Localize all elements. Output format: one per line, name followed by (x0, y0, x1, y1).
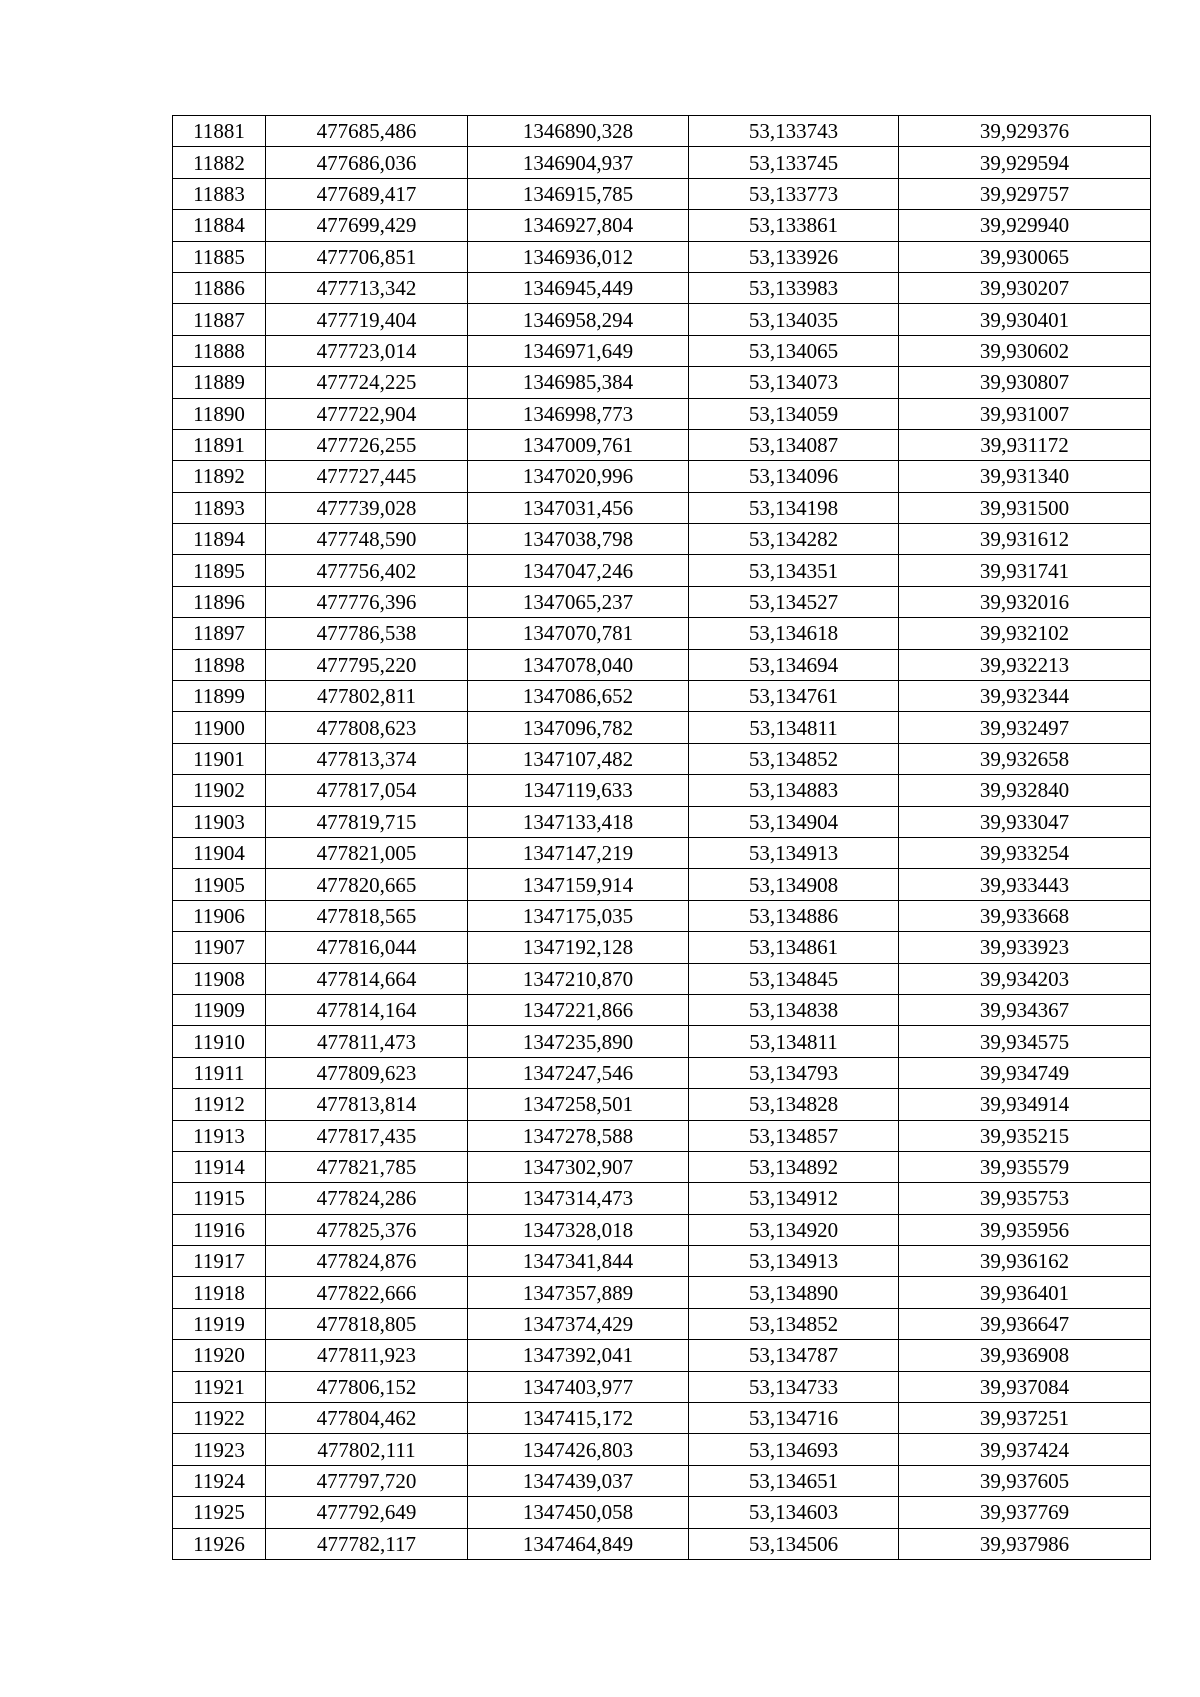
longitude-cell: 39,932102 (899, 618, 1151, 649)
longitude-cell: 39,929940 (899, 210, 1151, 241)
x-coordinate-cell: 477795,220 (266, 649, 468, 680)
longitude-cell: 39,932016 (899, 586, 1151, 617)
x-coordinate-cell: 477786,538 (266, 618, 468, 649)
y-coordinate-cell: 1347031,456 (468, 492, 689, 523)
point-number-cell: 11911 (173, 1057, 266, 1088)
y-coordinate-cell: 1346915,785 (468, 178, 689, 209)
y-coordinate-cell: 1347086,652 (468, 681, 689, 712)
table-row (173, 178, 1151, 209)
latitude-cell: 53,134904 (689, 806, 899, 837)
point-number-cell: 11923 (173, 1434, 266, 1465)
point-number-cell: 11887 (173, 304, 266, 335)
table-row (173, 586, 1151, 617)
longitude-cell: 39,932213 (899, 649, 1151, 680)
latitude-cell: 53,133773 (689, 178, 899, 209)
longitude-cell: 39,934203 (899, 963, 1151, 994)
table-row (173, 869, 1151, 900)
longitude-cell: 39,930807 (899, 367, 1151, 398)
point-number-cell: 11925 (173, 1497, 266, 1528)
latitude-cell: 53,134913 (689, 837, 899, 868)
x-coordinate-cell: 477821,785 (266, 1151, 468, 1182)
table-row (173, 335, 1151, 366)
latitude-cell: 53,134852 (689, 1308, 899, 1339)
x-coordinate-cell: 477685,486 (266, 116, 468, 147)
longitude-cell: 39,932840 (899, 775, 1151, 806)
x-coordinate-cell: 477811,923 (266, 1340, 468, 1371)
y-coordinate-cell: 1347403,977 (468, 1371, 689, 1402)
longitude-cell: 39,933668 (899, 900, 1151, 931)
y-coordinate-cell: 1347133,418 (468, 806, 689, 837)
longitude-cell: 39,935215 (899, 1120, 1151, 1151)
longitude-cell: 39,931340 (899, 461, 1151, 492)
latitude-cell: 53,134912 (689, 1183, 899, 1214)
y-coordinate-cell: 1347302,907 (468, 1151, 689, 1182)
latitude-cell: 53,133861 (689, 210, 899, 241)
point-number-cell: 11895 (173, 555, 266, 586)
table-row (173, 1340, 1151, 1371)
latitude-cell: 53,133743 (689, 116, 899, 147)
point-number-cell: 11888 (173, 335, 266, 366)
y-coordinate-cell: 1346945,449 (468, 272, 689, 303)
longitude-cell: 39,933047 (899, 806, 1151, 837)
point-number-cell: 11882 (173, 147, 266, 178)
latitude-cell: 53,134065 (689, 335, 899, 366)
table-row (173, 1371, 1151, 1402)
longitude-cell: 39,935956 (899, 1214, 1151, 1245)
latitude-cell: 53,133745 (689, 147, 899, 178)
latitude-cell: 53,134845 (689, 963, 899, 994)
latitude-cell: 53,133926 (689, 241, 899, 272)
table-row (173, 649, 1151, 680)
y-coordinate-cell: 1346985,384 (468, 367, 689, 398)
table-row (173, 1120, 1151, 1151)
y-coordinate-cell: 1346971,649 (468, 335, 689, 366)
x-coordinate-cell: 477814,164 (266, 994, 468, 1025)
point-number-cell: 11903 (173, 806, 266, 837)
y-coordinate-cell: 1347065,237 (468, 586, 689, 617)
y-coordinate-cell: 1347464,849 (468, 1528, 689, 1559)
latitude-cell: 53,134838 (689, 994, 899, 1025)
y-coordinate-cell: 1347221,866 (468, 994, 689, 1025)
point-number-cell: 11902 (173, 775, 266, 806)
x-coordinate-cell: 477819,715 (266, 806, 468, 837)
x-coordinate-cell: 477804,462 (266, 1403, 468, 1434)
latitude-cell: 53,134913 (689, 1246, 899, 1277)
point-number-cell: 11921 (173, 1371, 266, 1402)
longitude-cell: 39,930207 (899, 272, 1151, 303)
y-coordinate-cell: 1347047,246 (468, 555, 689, 586)
longitude-cell: 39,933254 (899, 837, 1151, 868)
x-coordinate-cell: 477686,036 (266, 147, 468, 178)
x-coordinate-cell: 477802,811 (266, 681, 468, 712)
latitude-cell: 53,134828 (689, 1089, 899, 1120)
point-number-cell: 11905 (173, 869, 266, 900)
longitude-cell: 39,930065 (899, 241, 1151, 272)
table-row (173, 1183, 1151, 1214)
y-coordinate-cell: 1347192,128 (468, 932, 689, 963)
point-number-cell: 11883 (173, 178, 266, 209)
longitude-cell: 39,929594 (899, 147, 1151, 178)
point-number-cell: 11922 (173, 1403, 266, 1434)
x-coordinate-cell: 477818,565 (266, 900, 468, 931)
x-coordinate-cell: 477808,623 (266, 712, 468, 743)
y-coordinate-cell: 1347328,018 (468, 1214, 689, 1245)
point-number-cell: 11894 (173, 524, 266, 555)
y-coordinate-cell: 1347119,633 (468, 775, 689, 806)
point-number-cell: 11910 (173, 1026, 266, 1057)
x-coordinate-cell: 477817,435 (266, 1120, 468, 1151)
point-number-cell: 11912 (173, 1089, 266, 1120)
table-row (173, 1214, 1151, 1245)
x-coordinate-cell: 477806,152 (266, 1371, 468, 1402)
latitude-cell: 53,134651 (689, 1465, 899, 1496)
y-coordinate-cell: 1346998,773 (468, 398, 689, 429)
latitude-cell: 53,134035 (689, 304, 899, 335)
longitude-cell: 39,932658 (899, 743, 1151, 774)
table-row (173, 1465, 1151, 1496)
latitude-cell: 53,134618 (689, 618, 899, 649)
latitude-cell: 53,134787 (689, 1340, 899, 1371)
longitude-cell: 39,931172 (899, 429, 1151, 460)
latitude-cell: 53,134198 (689, 492, 899, 523)
table-row (173, 963, 1151, 994)
y-coordinate-cell: 1347038,798 (468, 524, 689, 555)
latitude-cell: 53,134857 (689, 1120, 899, 1151)
table-row (173, 994, 1151, 1025)
longitude-cell: 39,930602 (899, 335, 1151, 366)
latitude-cell: 53,134793 (689, 1057, 899, 1088)
latitude-cell: 53,134883 (689, 775, 899, 806)
longitude-cell: 39,936401 (899, 1277, 1151, 1308)
point-number-cell: 11884 (173, 210, 266, 241)
longitude-cell: 39,932497 (899, 712, 1151, 743)
x-coordinate-cell: 477814,664 (266, 963, 468, 994)
x-coordinate-cell: 477813,814 (266, 1089, 468, 1120)
table-row (173, 241, 1151, 272)
point-number-cell: 11881 (173, 116, 266, 147)
point-number-cell: 11890 (173, 398, 266, 429)
point-number-cell: 11915 (173, 1183, 266, 1214)
table-row (173, 1277, 1151, 1308)
longitude-cell: 39,933443 (899, 869, 1151, 900)
longitude-cell: 39,934367 (899, 994, 1151, 1025)
y-coordinate-cell: 1346927,804 (468, 210, 689, 241)
longitude-cell: 39,931500 (899, 492, 1151, 523)
y-coordinate-cell: 1347426,803 (468, 1434, 689, 1465)
y-coordinate-cell: 1347450,058 (468, 1497, 689, 1528)
latitude-cell: 53,134886 (689, 900, 899, 931)
coordinates-table-body (173, 116, 1151, 1560)
longitude-cell: 39,929376 (899, 116, 1151, 147)
point-number-cell: 11909 (173, 994, 266, 1025)
x-coordinate-cell: 477818,805 (266, 1308, 468, 1339)
y-coordinate-cell: 1347314,473 (468, 1183, 689, 1214)
table-row (173, 681, 1151, 712)
x-coordinate-cell: 477723,014 (266, 335, 468, 366)
longitude-cell: 39,935579 (899, 1151, 1151, 1182)
latitude-cell: 53,134908 (689, 869, 899, 900)
x-coordinate-cell: 477689,417 (266, 178, 468, 209)
y-coordinate-cell: 1347210,870 (468, 963, 689, 994)
x-coordinate-cell: 477713,342 (266, 272, 468, 303)
longitude-cell: 39,931007 (899, 398, 1151, 429)
latitude-cell: 53,134733 (689, 1371, 899, 1402)
point-number-cell: 11891 (173, 429, 266, 460)
point-number-cell: 11900 (173, 712, 266, 743)
longitude-cell: 39,937424 (899, 1434, 1151, 1465)
table-row (173, 900, 1151, 931)
longitude-cell: 39,934749 (899, 1057, 1151, 1088)
point-number-cell: 11917 (173, 1246, 266, 1277)
x-coordinate-cell: 477724,225 (266, 367, 468, 398)
table-row (173, 147, 1151, 178)
table-row (173, 116, 1151, 147)
x-coordinate-cell: 477820,665 (266, 869, 468, 900)
y-coordinate-cell: 1347247,546 (468, 1057, 689, 1088)
table-row (173, 1497, 1151, 1528)
latitude-cell: 53,134761 (689, 681, 899, 712)
x-coordinate-cell: 477824,876 (266, 1246, 468, 1277)
table-row (173, 712, 1151, 743)
table-row (173, 1308, 1151, 1339)
x-coordinate-cell: 477727,445 (266, 461, 468, 492)
point-number-cell: 11904 (173, 837, 266, 868)
x-coordinate-cell: 477802,111 (266, 1434, 468, 1465)
latitude-cell: 53,134811 (689, 1026, 899, 1057)
table-row (173, 1026, 1151, 1057)
latitude-cell: 53,134351 (689, 555, 899, 586)
table-row (173, 524, 1151, 555)
table-row (173, 367, 1151, 398)
x-coordinate-cell: 477816,044 (266, 932, 468, 963)
latitude-cell: 53,134603 (689, 1497, 899, 1528)
longitude-cell: 39,937084 (899, 1371, 1151, 1402)
table-row (173, 555, 1151, 586)
x-coordinate-cell: 477748,590 (266, 524, 468, 555)
longitude-cell: 39,937986 (899, 1528, 1151, 1559)
point-number-cell: 11908 (173, 963, 266, 994)
longitude-cell: 39,932344 (899, 681, 1151, 712)
point-number-cell: 11898 (173, 649, 266, 680)
longitude-cell: 39,937605 (899, 1465, 1151, 1496)
longitude-cell: 39,933923 (899, 932, 1151, 963)
point-number-cell: 11889 (173, 367, 266, 398)
latitude-cell: 53,134694 (689, 649, 899, 680)
latitude-cell: 53,134811 (689, 712, 899, 743)
point-number-cell: 11893 (173, 492, 266, 523)
latitude-cell: 53,134059 (689, 398, 899, 429)
point-number-cell: 11897 (173, 618, 266, 649)
point-number-cell: 11920 (173, 1340, 266, 1371)
latitude-cell: 53,134716 (689, 1403, 899, 1434)
table-row (173, 618, 1151, 649)
x-coordinate-cell: 477811,473 (266, 1026, 468, 1057)
longitude-cell: 39,930401 (899, 304, 1151, 335)
y-coordinate-cell: 1347147,219 (468, 837, 689, 868)
point-number-cell: 11914 (173, 1151, 266, 1182)
y-coordinate-cell: 1346936,012 (468, 241, 689, 272)
y-coordinate-cell: 1347107,482 (468, 743, 689, 774)
table-row (173, 272, 1151, 303)
y-coordinate-cell: 1346958,294 (468, 304, 689, 335)
point-number-cell: 11901 (173, 743, 266, 774)
longitude-cell: 39,929757 (899, 178, 1151, 209)
x-coordinate-cell: 477776,396 (266, 586, 468, 617)
y-coordinate-cell: 1347258,501 (468, 1089, 689, 1120)
table-row (173, 1403, 1151, 1434)
x-coordinate-cell: 477817,054 (266, 775, 468, 806)
point-number-cell: 11926 (173, 1528, 266, 1559)
longitude-cell: 39,936647 (899, 1308, 1151, 1339)
y-coordinate-cell: 1347439,037 (468, 1465, 689, 1496)
point-number-cell: 11892 (173, 461, 266, 492)
table-row (173, 461, 1151, 492)
point-number-cell: 11913 (173, 1120, 266, 1151)
point-number-cell: 11918 (173, 1277, 266, 1308)
y-coordinate-cell: 1347070,781 (468, 618, 689, 649)
point-number-cell: 11906 (173, 900, 266, 931)
x-coordinate-cell: 477824,286 (266, 1183, 468, 1214)
y-coordinate-cell: 1347096,782 (468, 712, 689, 743)
y-coordinate-cell: 1346904,937 (468, 147, 689, 178)
y-coordinate-cell: 1347392,041 (468, 1340, 689, 1371)
longitude-cell: 39,937769 (899, 1497, 1151, 1528)
y-coordinate-cell: 1347078,040 (468, 649, 689, 680)
y-coordinate-cell: 1347341,844 (468, 1246, 689, 1277)
x-coordinate-cell: 477821,005 (266, 837, 468, 868)
y-coordinate-cell: 1347357,889 (468, 1277, 689, 1308)
x-coordinate-cell: 477699,429 (266, 210, 468, 241)
table-row (173, 1246, 1151, 1277)
latitude-cell: 53,134920 (689, 1214, 899, 1245)
latitude-cell: 53,134073 (689, 367, 899, 398)
table-row (173, 492, 1151, 523)
longitude-cell: 39,934575 (899, 1026, 1151, 1057)
latitude-cell: 53,134890 (689, 1277, 899, 1308)
x-coordinate-cell: 477756,402 (266, 555, 468, 586)
x-coordinate-cell: 477722,904 (266, 398, 468, 429)
table-row (173, 1434, 1151, 1465)
x-coordinate-cell: 477706,851 (266, 241, 468, 272)
y-coordinate-cell: 1347235,890 (468, 1026, 689, 1057)
point-number-cell: 11885 (173, 241, 266, 272)
x-coordinate-cell: 477782,117 (266, 1528, 468, 1559)
y-coordinate-cell: 1347415,172 (468, 1403, 689, 1434)
x-coordinate-cell: 477797,720 (266, 1465, 468, 1496)
longitude-cell: 39,937251 (899, 1403, 1151, 1434)
table-row (173, 1089, 1151, 1120)
longitude-cell: 39,934914 (899, 1089, 1151, 1120)
point-number-cell: 11896 (173, 586, 266, 617)
y-coordinate-cell: 1347374,429 (468, 1308, 689, 1339)
table-row (173, 1528, 1151, 1559)
x-coordinate-cell: 477825,376 (266, 1214, 468, 1245)
x-coordinate-cell: 477822,666 (266, 1277, 468, 1308)
x-coordinate-cell: 477813,374 (266, 743, 468, 774)
latitude-cell: 53,134096 (689, 461, 899, 492)
x-coordinate-cell: 477792,649 (266, 1497, 468, 1528)
table-row (173, 429, 1151, 460)
coordinates-table (172, 115, 1151, 1560)
table-row (173, 837, 1151, 868)
table-row (173, 1057, 1151, 1088)
latitude-cell: 53,134892 (689, 1151, 899, 1182)
table-row (173, 743, 1151, 774)
x-coordinate-cell: 477809,623 (266, 1057, 468, 1088)
latitude-cell: 53,134693 (689, 1434, 899, 1465)
table-row (173, 775, 1151, 806)
longitude-cell: 39,931741 (899, 555, 1151, 586)
y-coordinate-cell: 1347020,996 (468, 461, 689, 492)
point-number-cell: 11916 (173, 1214, 266, 1245)
longitude-cell: 39,931612 (899, 524, 1151, 555)
longitude-cell: 39,936162 (899, 1246, 1151, 1277)
point-number-cell: 11899 (173, 681, 266, 712)
latitude-cell: 53,133983 (689, 272, 899, 303)
table-row (173, 398, 1151, 429)
table-row (173, 210, 1151, 241)
x-coordinate-cell: 477739,028 (266, 492, 468, 523)
x-coordinate-cell: 477726,255 (266, 429, 468, 460)
latitude-cell: 53,134861 (689, 932, 899, 963)
latitude-cell: 53,134527 (689, 586, 899, 617)
latitude-cell: 53,134282 (689, 524, 899, 555)
x-coordinate-cell: 477719,404 (266, 304, 468, 335)
longitude-cell: 39,936908 (899, 1340, 1151, 1371)
y-coordinate-cell: 1347175,035 (468, 900, 689, 931)
y-coordinate-cell: 1346890,328 (468, 116, 689, 147)
table-row (173, 932, 1151, 963)
point-number-cell: 11924 (173, 1465, 266, 1496)
longitude-cell: 39,935753 (899, 1183, 1151, 1214)
point-number-cell: 11919 (173, 1308, 266, 1339)
table-row (173, 304, 1151, 335)
point-number-cell: 11886 (173, 272, 266, 303)
y-coordinate-cell: 1347009,761 (468, 429, 689, 460)
table-row (173, 806, 1151, 837)
y-coordinate-cell: 1347159,914 (468, 869, 689, 900)
table-row (173, 1151, 1151, 1182)
y-coordinate-cell: 1347278,588 (468, 1120, 689, 1151)
latitude-cell: 53,134506 (689, 1528, 899, 1559)
latitude-cell: 53,134852 (689, 743, 899, 774)
point-number-cell: 11907 (173, 932, 266, 963)
latitude-cell: 53,134087 (689, 429, 899, 460)
